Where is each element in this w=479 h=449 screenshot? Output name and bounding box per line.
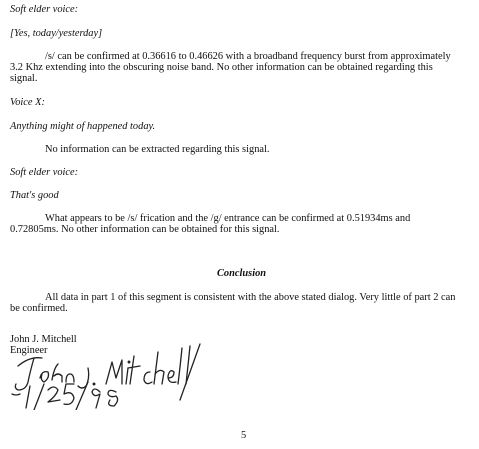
conclusion-heading: Conclusion (217, 268, 267, 279)
signer-name: John J. Mitchell (10, 334, 77, 345)
analysis-paragraph-3-line-1: What appears to be /s/ frication and the /g/ entrance can be confirmed at 0.51934ms and (45, 213, 411, 224)
analysis-paragraph-1-line-3: signal. (10, 73, 38, 84)
analysis-paragraph-2: No information can be extracted regarding this signal. (45, 144, 270, 155)
analysis-paragraph-3-line-2: 0.72805ms. No other information can be obtained for this signal. (10, 224, 280, 235)
page-number: 5 (241, 430, 247, 441)
handwritten-signature (4, 338, 244, 410)
speaker-label-3: Soft elder voice: (10, 167, 79, 178)
conclusion-line-1: All data in part 1 of this segment is consistent with the above stated dialog. Very little of part 2 can (45, 292, 456, 303)
dialog-phrase-1: [Yes, today/yesterday] (10, 28, 103, 39)
analysis-paragraph-1-line-1: /s/ can be confirmed at 0.36616 to 0.46626 with a broadband frequency burst from approximately (45, 51, 451, 62)
dialog-phrase-2: Anything might of happened today. (10, 121, 156, 132)
signer-title: Engineer (10, 345, 48, 356)
conclusion-line-2: be confirmed. (10, 303, 68, 314)
speaker-label-2: Voice X: (10, 97, 45, 108)
speaker-label-1: Soft elder voice: (10, 4, 79, 15)
analysis-paragraph-1-line-2: 3.2 Khz extending into the obscuring noise band. No other information can be obtained regarding this (10, 62, 433, 73)
dialog-phrase-3: That's good (10, 190, 59, 201)
